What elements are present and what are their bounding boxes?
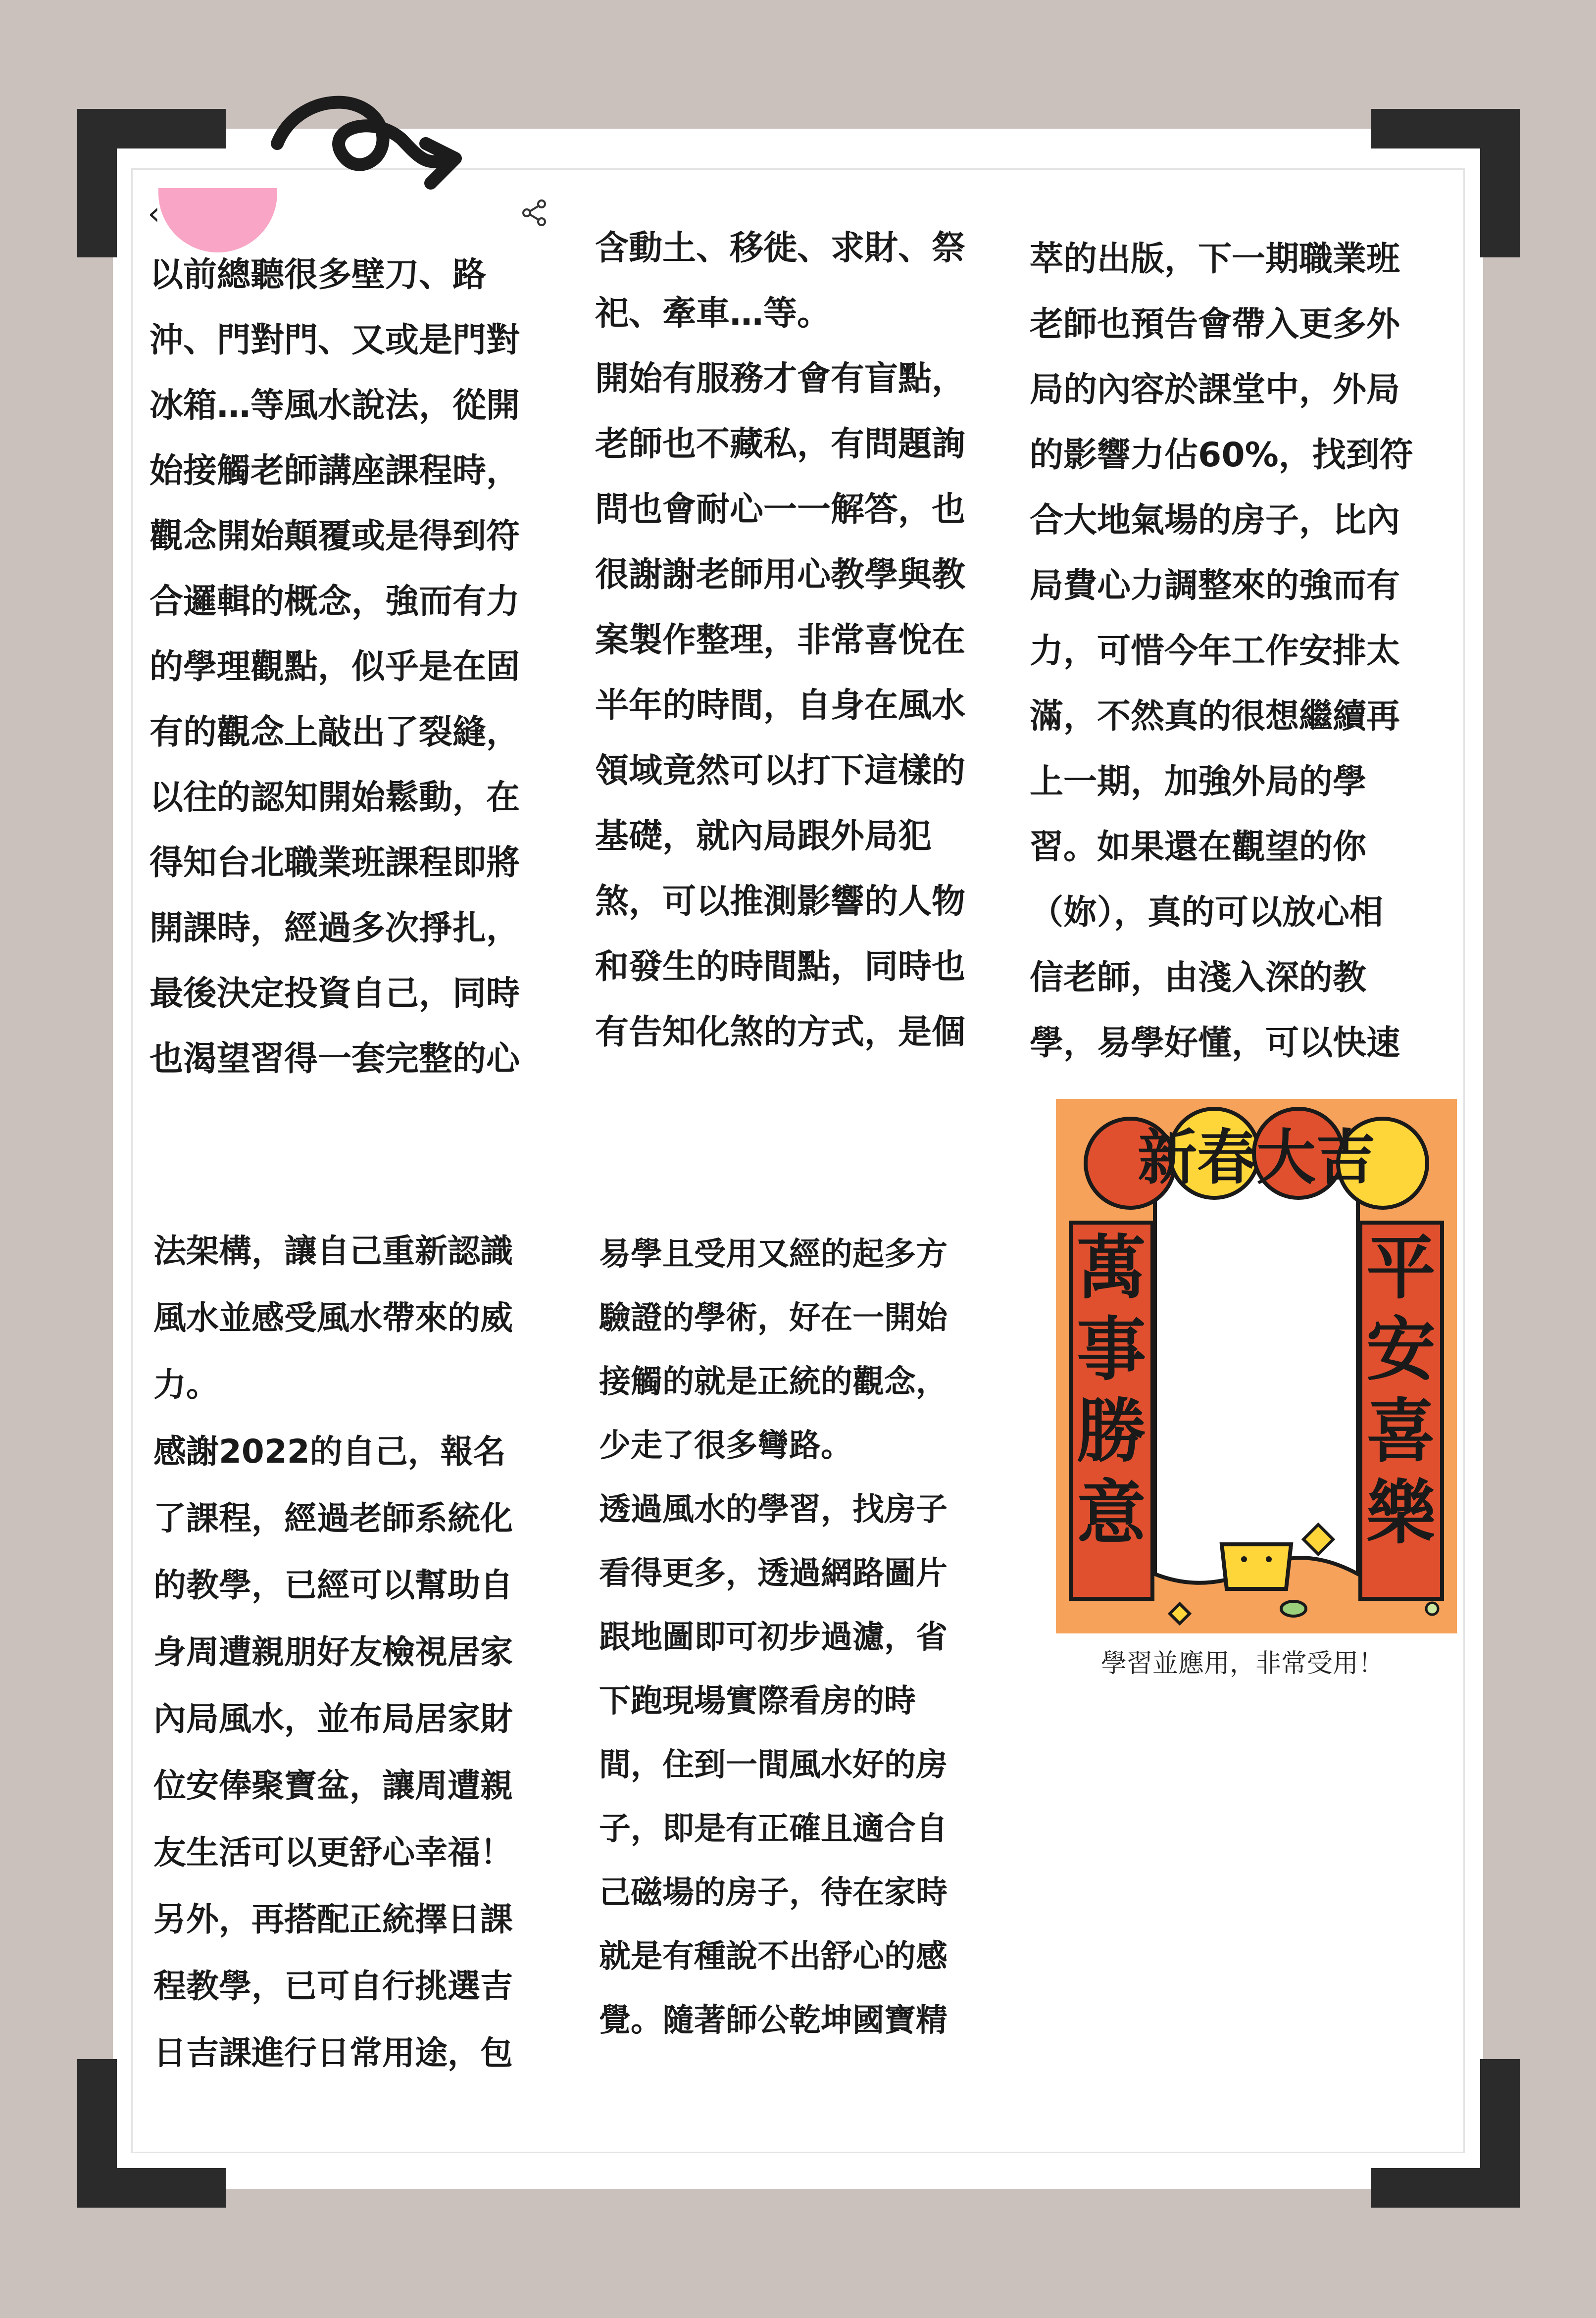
share-icon[interactable] xyxy=(520,198,549,230)
text-line: 很謝謝老師用心教學與教 xyxy=(595,555,966,594)
image-caption: 學習並應用，非常受用！ xyxy=(1100,1649,1384,1678)
text-line: 友生活可以更舒心幸福！ xyxy=(153,1833,513,1872)
article-column-2-top xyxy=(595,216,965,1065)
text-line: 位安俸聚寶盆，讓周遭親 xyxy=(153,1767,513,1805)
text-line: 少走了很多彎路。 xyxy=(599,1428,852,1464)
text-line: 力，可惜今年工作安排太 xyxy=(1030,632,1400,671)
text-line: 覺。隨著師公乾坤國寶精 xyxy=(599,2002,948,2039)
text-line: 滿，不然真的很想繼續再 xyxy=(1030,697,1400,736)
text-line: 開課時，經過多次掙扎， xyxy=(150,909,520,948)
chevron-left-icon[interactable]: ‹ xyxy=(148,196,160,232)
text-line: 風水並感受風水帶來的威 xyxy=(153,1299,513,1337)
text-line: 接觸的就是正統的觀念， xyxy=(599,1364,948,1400)
text-line: 合大地氣場的房子，比內 xyxy=(1030,501,1400,540)
text-line: 法架構，讓自己重新認識 xyxy=(153,1232,513,1270)
text-line: 開始有服務才會有盲點， xyxy=(595,359,966,398)
text-line: 含動土、移徙、求財、祭 xyxy=(595,229,966,268)
text-line: 的學理觀點，似乎是在固 xyxy=(150,647,520,687)
text-line: 局費心力調整來的強而有 xyxy=(1030,566,1400,605)
text-line: 感謝2022的自己，報名 xyxy=(153,1432,506,1471)
text-line: 的影響力佔60%，找到符 xyxy=(1030,436,1413,475)
text-line: 案製作整理，非常喜悅在 xyxy=(595,621,966,660)
article-column-1-top xyxy=(150,243,520,1092)
text-line: （妳），真的可以放心相 xyxy=(1030,893,1384,932)
text-line: 局的內容於課堂中，外局 xyxy=(1030,370,1400,409)
text-line: 透過風水的學習，找房子 xyxy=(599,1491,948,1528)
text-line: 始接觸老師講座課程時， xyxy=(150,451,520,491)
text-line: 己磁場的房子，待在家時 xyxy=(599,1874,948,1911)
text-line: 驗證的學術，好在一開始 xyxy=(599,1300,948,1336)
text-line: 煞，可以推測影響的人物 xyxy=(595,882,966,921)
text-line: 身周遭親朋好友檢視居家 xyxy=(153,1633,513,1671)
text-line: 程教學，已可自行挑選吉 xyxy=(153,1967,513,2005)
article-column-2-bottom xyxy=(599,1223,948,2053)
text-line: 日吉課進行日常用途，包 xyxy=(153,2034,513,2072)
text-line: 下跑現場實際看房的時 xyxy=(599,1683,916,1720)
text-line: 老師也不藏私，有問題詢 xyxy=(595,425,966,464)
text-line: 子，即是有正確且適合自 xyxy=(599,1811,948,1847)
text-line: 內局風水，並布局居家財 xyxy=(153,1700,513,1738)
text-line: 跟地圖即可初步過濾，省 xyxy=(599,1619,948,1656)
text-line: 習。如果還在觀望的你 xyxy=(1030,828,1367,867)
text-line: 了課程，經過老師系統化 xyxy=(153,1499,513,1537)
text-line: 間，住到一間風水好的房 xyxy=(599,1747,948,1783)
text-line: 觀念開始顛覆或是得到符 xyxy=(150,517,520,556)
couplet-top-text: 新春大吉 xyxy=(1138,1124,1375,1192)
text-line: 基礎，就內局跟外局犯 xyxy=(595,817,932,856)
text-line: 以前總聽很多壁刀、路 xyxy=(150,255,487,295)
swirl-arrow-icon xyxy=(267,84,475,200)
text-line: 上一期，加強外局的學 xyxy=(1030,762,1367,801)
couplet-right-text: 平安喜樂 xyxy=(1366,1228,1436,1554)
text-line: 最後決定投資自己，同時 xyxy=(150,974,520,1013)
text-line: 有的觀念上敲出了裂縫， xyxy=(150,713,520,752)
text-line: 另外，再搭配正統擇日課 xyxy=(153,1900,513,1938)
text-line: 半年的時間，自身在風水 xyxy=(595,686,966,725)
text-line: 有告知化煞的方式，是個 xyxy=(595,1013,966,1052)
text-line: 看得更多，透過網路圖片 xyxy=(599,1555,948,1592)
article-column-3-top xyxy=(1030,227,1413,1076)
couplet-left-text: 萬事勝意 xyxy=(1076,1228,1147,1554)
text-line: 冰箱…等風水說法，從開 xyxy=(150,386,520,425)
text-line: 易學且受用又經的起多方 xyxy=(599,1236,948,1273)
text-line: 也渴望習得一套完整的心 xyxy=(150,1039,520,1079)
text-line: 祀、牽車…等。 xyxy=(595,294,831,333)
text-line: 合邏輯的概念，強而有力 xyxy=(150,582,520,621)
text-line: 的教學，已經可以幫助自 xyxy=(153,1566,513,1604)
text-line: 就是有種說不出舒心的感 xyxy=(599,1938,948,1975)
text-line: 領域竟然可以打下這樣的 xyxy=(595,751,966,790)
spring-couplet-illustration xyxy=(1056,1099,1457,1635)
text-line: 學，易學好懂，可以快速 xyxy=(1030,1024,1400,1063)
text-line: 問也會耐心一一解答，也 xyxy=(595,490,966,529)
corner-bottom-right xyxy=(1371,2059,1520,2208)
text-line: 得知台北職業班課程即將 xyxy=(150,843,520,883)
text-line: 老師也預告會帶入更多外 xyxy=(1030,305,1400,344)
text-line: 以往的認知開始鬆動，在 xyxy=(150,778,520,817)
text-line: 沖、門對門、又或是門對 xyxy=(150,321,520,360)
text-line: 和發生的時間點，同時也 xyxy=(595,947,966,986)
text-line: 萃的出版，下一期職業班 xyxy=(1030,240,1400,279)
article-column-1-bottom xyxy=(153,1218,513,2086)
text-line: 信老師，由淺入深的教 xyxy=(1030,958,1367,997)
text-line: 力。 xyxy=(153,1366,219,1404)
